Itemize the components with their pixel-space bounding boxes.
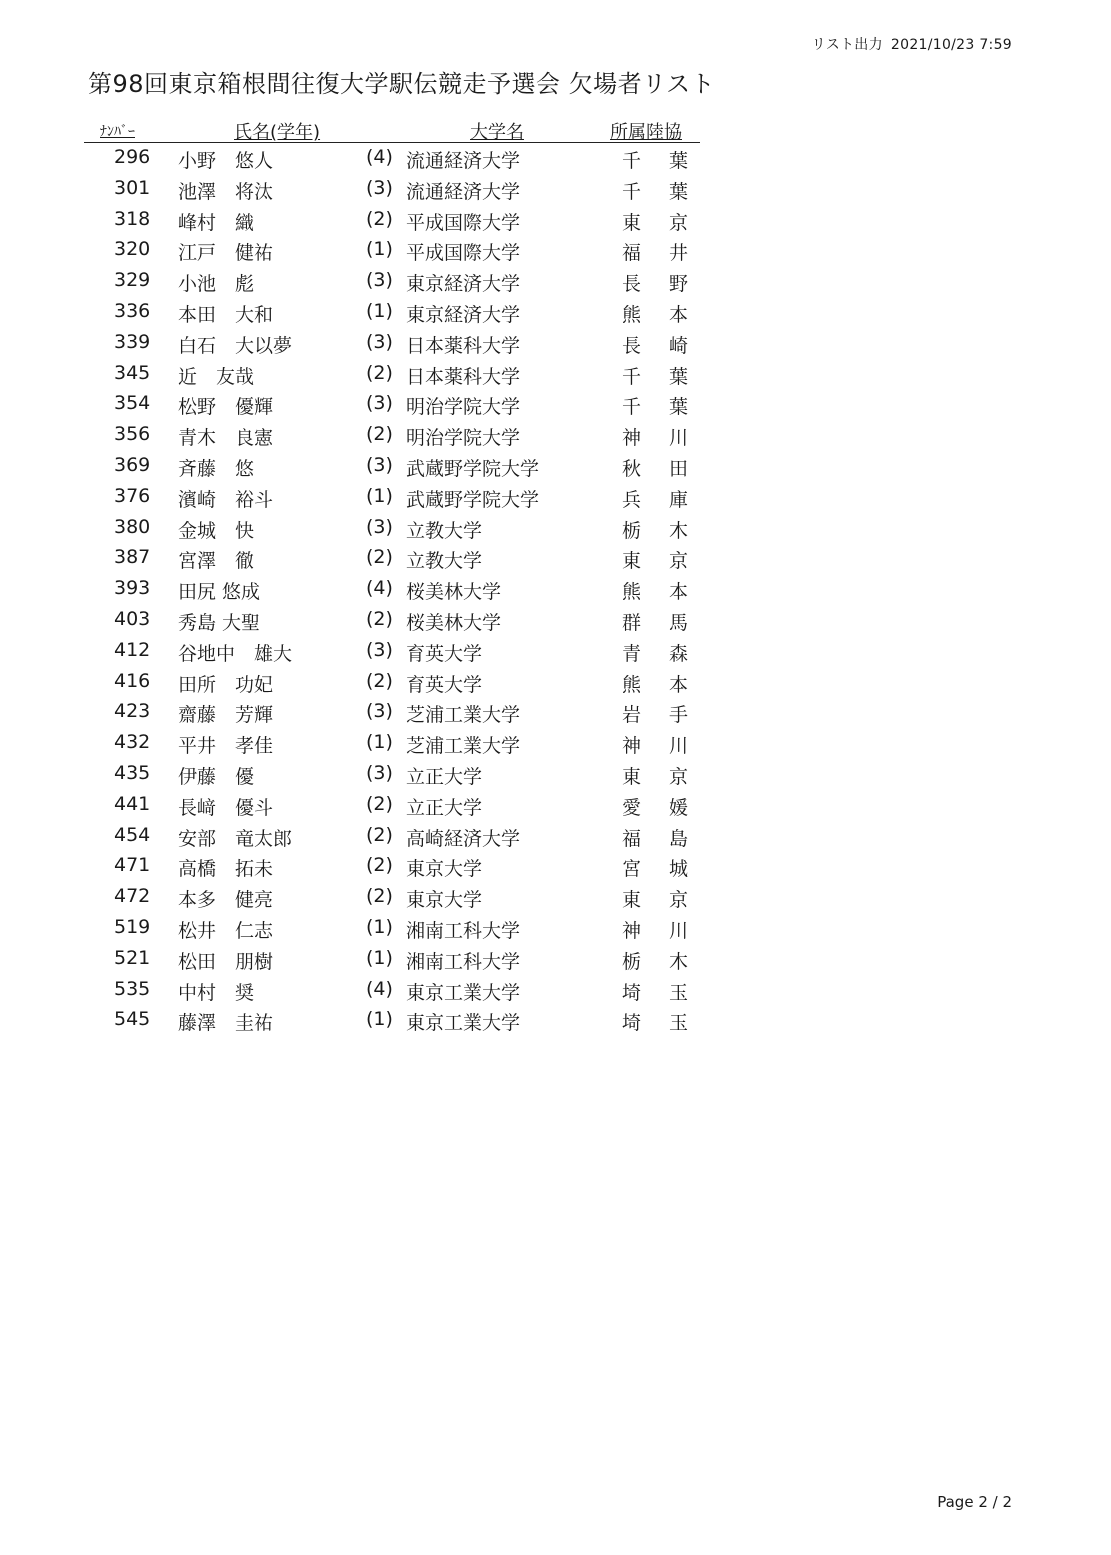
- association-cell: 埼玉: [622, 981, 717, 1004]
- name-cell: 松田 朋樹: [178, 950, 274, 973]
- university-cell: 湘南工科大学: [406, 950, 521, 973]
- table-row: [84, 143, 717, 174]
- grade-cell: (2): [366, 669, 393, 692]
- association-cell: 神川: [622, 919, 717, 942]
- association-cell: 埼玉: [622, 1012, 717, 1035]
- grade-cell: (3): [366, 638, 393, 661]
- name-cell: 藤澤 圭祐: [178, 1012, 274, 1035]
- table-row: [84, 266, 717, 297]
- grade-cell: (1): [366, 915, 393, 938]
- association-cell: 群馬: [622, 611, 717, 634]
- bib-cell: 339: [114, 330, 151, 353]
- bib-cell: 296: [114, 146, 151, 168]
- table-row: [84, 944, 717, 975]
- table-row: [84, 728, 717, 759]
- association-cell: 東京: [622, 765, 717, 788]
- column-header-bib: ﾅﾝﾊﾞｰ: [100, 124, 135, 140]
- table-row: [84, 667, 717, 698]
- output-timestamp: [812, 34, 1012, 54]
- table-row: [84, 205, 717, 236]
- bib-cell: 432: [114, 731, 151, 754]
- grade-cell: (2): [366, 546, 393, 569]
- university-cell: 芝浦工業大学: [406, 735, 521, 758]
- association-cell: 東京: [622, 211, 717, 234]
- grade-cell: (4): [366, 146, 393, 168]
- association-cell: 千葉: [622, 365, 717, 388]
- bib-cell: 454: [114, 823, 151, 846]
- table-row: [84, 975, 717, 1006]
- bib-cell: 519: [114, 915, 151, 938]
- grade-cell: (1): [366, 1008, 393, 1031]
- name-cell: 池澤 将汰: [178, 180, 274, 203]
- grade-cell: (3): [366, 330, 393, 353]
- bib-cell: 471: [114, 854, 151, 877]
- grade-cell: (3): [366, 269, 393, 292]
- grade-cell: (2): [366, 823, 393, 846]
- table-row: [84, 297, 717, 328]
- association-cell: 神川: [622, 427, 717, 450]
- bib-cell: 320: [114, 238, 151, 261]
- bib-cell: 380: [114, 515, 151, 538]
- table-row: [84, 697, 717, 728]
- grade-cell: (3): [366, 453, 393, 476]
- table-row: [84, 851, 717, 882]
- bib-cell: 354: [114, 392, 151, 415]
- bib-cell: 435: [114, 761, 151, 784]
- grade-cell: (1): [366, 731, 393, 754]
- grade-cell: (4): [366, 977, 393, 1000]
- grade-cell: (2): [366, 207, 393, 230]
- bib-cell: 416: [114, 669, 151, 692]
- association-cell: 青森: [622, 642, 717, 665]
- grade-cell: (1): [366, 946, 393, 969]
- name-cell: 安部 竜太郎: [178, 827, 293, 850]
- university-cell: 育英大学: [406, 673, 483, 696]
- university-cell: 流通経済大学: [406, 150, 521, 172]
- table-row: [84, 1005, 717, 1036]
- name-cell: 白石 大以夢: [178, 334, 293, 357]
- output-label: リスト出力: [811, 37, 883, 53]
- name-cell: 長﨑 優斗: [178, 796, 274, 819]
- grade-cell: (3): [366, 700, 393, 723]
- table-row: [84, 513, 717, 544]
- association-cell: 福井: [622, 242, 717, 265]
- column-header-name: 氏名(学年): [234, 122, 321, 143]
- bib-cell: 356: [114, 423, 151, 446]
- table-row: [84, 574, 717, 605]
- page-title: 第98回東京箱根間往復大学駅伝競走予選会 欠場者リスト: [88, 70, 716, 98]
- name-cell: 伊藤 優: [178, 765, 255, 788]
- bib-cell: 345: [114, 361, 151, 384]
- grade-cell: (2): [366, 607, 393, 630]
- name-cell: 秀島 大聖: [178, 611, 261, 634]
- name-cell: 小野 悠人: [178, 150, 274, 172]
- grade-cell: (2): [366, 792, 393, 815]
- table-row: [84, 636, 717, 667]
- bib-cell: 545: [114, 1008, 151, 1031]
- bib-cell: 412: [114, 638, 151, 661]
- name-cell: 金城 快: [178, 519, 255, 542]
- name-cell: 松野 優輝: [178, 396, 274, 419]
- name-cell: 宮澤 徹: [178, 550, 255, 573]
- university-cell: 東京大学: [406, 858, 483, 881]
- page-number: Page 2 / 2: [937, 1493, 1012, 1511]
- association-cell: 千葉: [622, 150, 717, 172]
- university-cell: 立正大学: [406, 796, 483, 819]
- grade-cell: (3): [366, 176, 393, 199]
- bib-cell: 318: [114, 207, 151, 230]
- bib-cell: 441: [114, 792, 151, 815]
- name-cell: 本田 大和: [178, 303, 274, 326]
- name-cell: 谷地中 雄大: [178, 642, 293, 665]
- name-cell: 平井 孝佳: [178, 735, 274, 758]
- table-row: [84, 913, 717, 944]
- name-cell: 中村 奨: [178, 981, 255, 1004]
- university-cell: 桜美林大学: [406, 611, 502, 634]
- grade-cell: (4): [366, 577, 393, 600]
- university-cell: 立正大学: [406, 765, 483, 788]
- association-cell: 宮城: [622, 858, 717, 881]
- university-cell: 立教大学: [406, 550, 483, 573]
- bib-cell: 369: [114, 453, 151, 476]
- university-cell: 武蔵野学院大学: [406, 488, 540, 511]
- grade-cell: (1): [366, 299, 393, 322]
- bib-cell: 472: [114, 885, 151, 908]
- table-row: [84, 359, 717, 390]
- name-cell: 高橋 拓未: [178, 858, 274, 881]
- association-cell: 栃木: [622, 519, 717, 542]
- university-cell: 平成国際大学: [406, 242, 521, 265]
- university-cell: 東京工業大学: [406, 981, 521, 1004]
- bib-cell: 423: [114, 700, 151, 723]
- name-cell: 近 友哉: [178, 365, 255, 388]
- university-cell: 流通経済大学: [406, 180, 521, 203]
- bib-cell: 535: [114, 977, 151, 1000]
- university-cell: 日本薬科大学: [406, 334, 521, 357]
- table-row: [84, 235, 717, 266]
- name-cell: 本多 健亮: [178, 889, 274, 912]
- name-cell: 田尻 悠成: [178, 581, 261, 604]
- table-row: [84, 451, 717, 482]
- university-cell: 東京経済大学: [406, 273, 521, 296]
- association-cell: 東京: [622, 550, 717, 573]
- grade-cell: (3): [366, 515, 393, 538]
- university-cell: 日本薬科大学: [406, 365, 521, 388]
- name-cell: 松井 仁志: [178, 919, 274, 942]
- university-cell: 東京経済大学: [406, 303, 521, 326]
- university-cell: 高崎経済大学: [406, 827, 521, 850]
- association-cell: 愛媛: [622, 796, 717, 819]
- association-cell: 神川: [622, 735, 717, 758]
- grade-cell: (2): [366, 885, 393, 908]
- bib-cell: 387: [114, 546, 151, 569]
- association-cell: 長崎: [622, 334, 717, 357]
- grade-cell: (2): [366, 854, 393, 877]
- name-cell: 田所 功妃: [178, 673, 274, 696]
- grade-cell: (3): [366, 761, 393, 784]
- university-cell: 桜美林大学: [406, 581, 502, 604]
- university-cell: 平成国際大学: [406, 211, 521, 234]
- university-cell: 芝浦工業大学: [406, 704, 521, 727]
- bib-cell: 301: [114, 176, 151, 199]
- association-cell: 岩手: [622, 704, 717, 727]
- name-cell: 濱崎 裕斗: [178, 488, 274, 511]
- association-cell: 千葉: [622, 396, 717, 419]
- university-cell: 湘南工科大学: [406, 919, 521, 942]
- grade-cell: (2): [366, 361, 393, 384]
- association-cell: 熊本: [622, 303, 717, 326]
- bib-cell: 403: [114, 607, 151, 630]
- bib-cell: 336: [114, 299, 151, 322]
- table-row: [84, 328, 717, 359]
- university-cell: 東京大学: [406, 889, 483, 912]
- association-cell: 栃木: [622, 950, 717, 973]
- association-cell: 東京: [622, 889, 717, 912]
- name-cell: 峰村 織: [178, 211, 255, 234]
- table-row: [84, 882, 717, 913]
- university-cell: 武蔵野学院大学: [406, 457, 540, 480]
- table-row: [84, 174, 717, 205]
- table-header: [84, 118, 700, 143]
- absentee-table: [84, 143, 717, 1036]
- name-cell: 江戸 健祐: [178, 242, 274, 265]
- column-header-university: 大学名: [470, 122, 524, 143]
- table-row: [84, 759, 717, 790]
- column-header-association: 所属陸協: [610, 122, 682, 143]
- table-row: [84, 543, 717, 574]
- university-cell: 明治学院大学: [406, 396, 521, 419]
- table-row: [84, 389, 717, 420]
- name-cell: 齋藤 芳輝: [178, 704, 274, 727]
- bib-cell: 329: [114, 269, 151, 292]
- university-cell: 立教大学: [406, 519, 483, 542]
- university-cell: 育英大学: [406, 642, 483, 665]
- name-cell: 青木 良憲: [178, 427, 274, 450]
- bib-cell: 376: [114, 484, 151, 507]
- association-cell: 兵庫: [622, 488, 717, 511]
- association-cell: 福島: [622, 827, 717, 850]
- university-cell: 東京工業大学: [406, 1012, 521, 1035]
- association-cell: 秋田: [622, 457, 717, 480]
- table-row: [84, 482, 717, 513]
- grade-cell: (1): [366, 238, 393, 261]
- association-cell: 熊本: [622, 673, 717, 696]
- bib-cell: 521: [114, 946, 151, 969]
- association-cell: 長野: [622, 273, 717, 296]
- table-row: [84, 420, 717, 451]
- association-cell: 千葉: [622, 180, 717, 203]
- grade-cell: (2): [366, 423, 393, 446]
- grade-cell: (1): [366, 484, 393, 507]
- association-cell: 熊本: [622, 581, 717, 604]
- table-row: [84, 821, 717, 852]
- table-row: [84, 605, 717, 636]
- bib-cell: 393: [114, 577, 151, 600]
- output-datetime: 2021/10/23 7:59: [890, 37, 1012, 53]
- name-cell: 小池 彪: [178, 273, 255, 296]
- name-cell: 斉藤 悠: [178, 457, 255, 480]
- grade-cell: (3): [366, 392, 393, 415]
- table-row: [84, 790, 717, 821]
- university-cell: 明治学院大学: [406, 427, 521, 450]
